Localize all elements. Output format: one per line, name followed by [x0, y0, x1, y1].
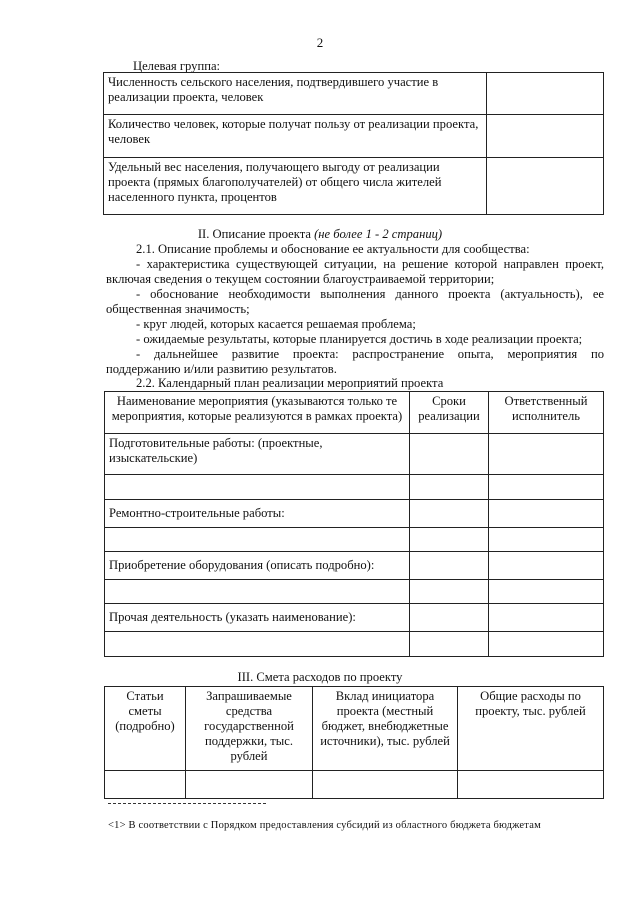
plan-row-5: Приобретение оборудования (описать подробно):	[105, 552, 410, 580]
budget-header-total: Общие расходы по проекту, тыс. рублей	[458, 687, 604, 771]
budget-cell-total[interactable]	[458, 771, 604, 799]
plan-row-8[interactable]	[105, 632, 410, 657]
budget-header-contribution: Вклад инициатора проекта (местный бюджет, внебюджетные источники), тыс. рублей	[313, 687, 458, 771]
target-group-value-1[interactable]	[487, 73, 604, 115]
plan-row-4-responsible[interactable]	[489, 528, 604, 552]
plan-row-3-dates[interactable]	[410, 500, 489, 528]
target-group-value-2[interactable]	[487, 115, 604, 158]
plan-row-3-responsible[interactable]	[489, 500, 604, 528]
plan-row-6[interactable]	[105, 580, 410, 604]
budget-table	[104, 686, 604, 799]
section-2-title-note: (не более 1 - 2 страниц)	[314, 227, 443, 241]
plan-row-1: Подготовительные работы: (проектные, изыскательские)	[105, 434, 410, 475]
plan-row-1-responsible[interactable]	[489, 434, 604, 475]
bullet-1: - характеристика существующей ситуации, на решение которой направлен проект, включая сведения о текущем состоянии благоустраиваемой территории;	[106, 257, 604, 286]
target-group-row-3: Удельный вес населения, получающего выгоду от реализации проекта (прямых благополучателей) от общего числа жителей населенного пункта, процентов	[104, 158, 487, 215]
plan-row-8-dates[interactable]	[410, 632, 489, 657]
plan-row-4[interactable]	[105, 528, 410, 552]
bullet-2: - обоснование необходимости выполнения данного проекта (актуальность), ее общественная значимость;	[106, 287, 604, 316]
plan-row-8-responsible[interactable]	[489, 632, 604, 657]
plan-row-7-dates[interactable]	[410, 604, 489, 632]
plan-row-4-dates[interactable]	[410, 528, 489, 552]
target-group-heading: Целевая группа:	[133, 59, 221, 73]
plan-header-responsible: Ответственный исполнитель	[489, 392, 604, 434]
plan-row-6-responsible[interactable]	[489, 580, 604, 604]
budget-cell-items[interactable]	[105, 771, 186, 799]
budget-header-items: Статьи сметы (подробно)	[105, 687, 186, 771]
plan-row-7-responsible[interactable]	[489, 604, 604, 632]
plan-row-2-dates[interactable]	[410, 475, 489, 500]
plan-header-dates: Сроки реализации	[410, 392, 489, 434]
plan-row-2[interactable]	[105, 475, 410, 500]
bullet-4: - ожидаемые результаты, которые планируется достичь в ходе реализации проекта;	[136, 332, 583, 346]
plan-row-5-dates[interactable]	[410, 552, 489, 580]
budget-cell-contribution[interactable]	[313, 771, 458, 799]
footnote: <1> В соответствии с Порядком предоставления субсидий из областного бюджета бюджетам	[108, 820, 541, 831]
budget-cell-requested[interactable]	[186, 771, 313, 799]
target-group-row-1: Численность сельского населения, подтвердившего участие в реализации проекта, человек	[104, 73, 487, 115]
budget-header-requested: Запрашиваемые средства государственной поддержки, тыс. рублей	[186, 687, 313, 771]
plan-header-activity: Наименование мероприятия (указываются только те мероприятия, которые реализуются в рамках проекта)	[105, 392, 410, 434]
calendar-plan-table	[104, 391, 604, 657]
plan-row-3: Ремонтно-строительные работы:	[105, 500, 410, 528]
plan-row-7: Прочая деятельность (указать наименование):	[105, 604, 410, 632]
section-2-heading	[0, 227, 640, 242]
bullet-5: - дальнейшее развитие проекта: распространение опыта, мероприятия по поддержанию и/или развитию результатов.	[106, 347, 604, 376]
plan-row-2-responsible[interactable]	[489, 475, 604, 500]
target-group-table	[103, 72, 604, 215]
bullet-3: - круг людей, которых касается решаемая проблема;	[136, 317, 416, 331]
item-2-1: 2.1. Описание проблемы и обоснование ее актуальности для сообщества:	[136, 242, 530, 256]
item-2-2: 2.2. Календарный план реализации мероприятий проекта	[136, 376, 444, 390]
plan-row-1-dates[interactable]	[410, 434, 489, 475]
target-group-row-2: Количество человек, которые получат пользу от реализации проекта, человек	[104, 115, 487, 158]
page-number: 2	[316, 35, 324, 50]
section-3-title: III. Смета расходов по проекту	[237, 670, 403, 684]
footnote-separator	[108, 803, 266, 804]
plan-row-6-dates[interactable]	[410, 580, 489, 604]
plan-row-5-responsible[interactable]	[489, 552, 604, 580]
section-2-title: II. Описание проекта	[197, 227, 311, 241]
target-group-value-3[interactable]	[487, 158, 604, 215]
